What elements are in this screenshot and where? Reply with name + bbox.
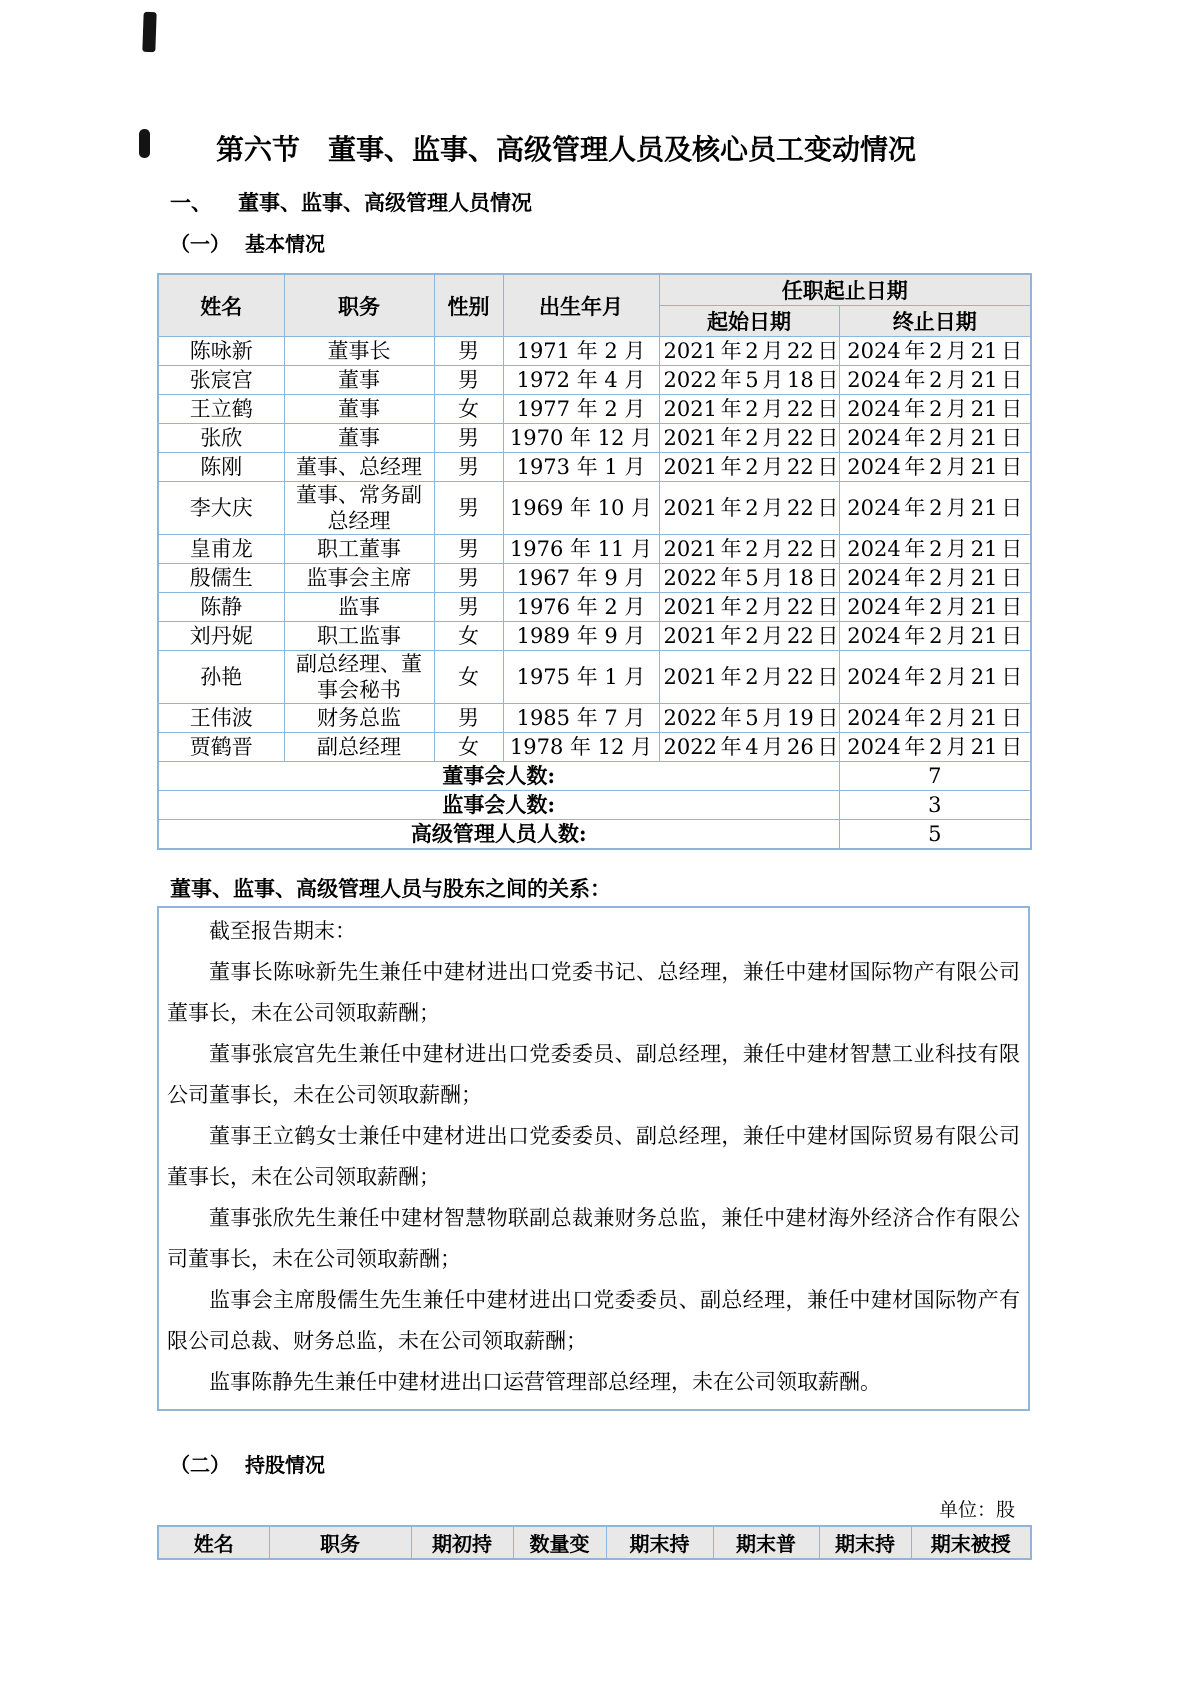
relation-paragraph: 董事王立鹤女士兼任中建材进出口党委委员、副总经理，兼任中建材国际贸易有限公司董事长，未在公司领取薪酬； [167,1124,1020,1189]
table-cell: 1985 年 7 月 [503,704,659,733]
basic-info-table [157,273,1032,850]
summary-value: 3 [839,791,1031,820]
table-cell: 董事 [284,424,434,453]
table-cell: 女 [434,622,503,651]
table-cell: 2022 年 5 月 18 日 [659,366,839,395]
table-cell: 张欣 [158,424,284,453]
table-row [158,337,1031,366]
table-cell: 董事、总经理 [284,453,434,482]
holdings-table [157,1525,1032,1560]
summary-row [158,820,1031,850]
table-cell: 1972 年 4 月 [503,366,659,395]
table-cell: 2021 年 2 月 22 日 [659,395,839,424]
table-cell: 男 [434,424,503,453]
basic-table-summary [158,762,1031,850]
relation-paragraph: 截至报告期末： [209,919,356,943]
table-row [158,622,1031,651]
relation-paragraph: 董事张欣先生兼任中建材智慧物联副总裁兼财务总监，兼任中建材海外经济合作有限公司董事长，未在公司领取薪酬； [167,1206,1020,1271]
table-cell: 2022 年 5 月 19 日 [659,704,839,733]
table-cell: 2021 年 2 月 22 日 [659,535,839,564]
summary-value: 5 [839,820,1031,850]
table-cell: 副总经理、董事会秘书 [284,651,434,704]
table-row [158,395,1031,424]
table-cell: 刘丹妮 [158,622,284,651]
table-cell: 陈静 [158,593,284,622]
subsection-title: 基本情况 [245,232,325,256]
table-cell: 2021 年 2 月 22 日 [659,482,839,535]
holding-column-header: 姓名 [158,1526,269,1559]
basic-table-body [158,337,1031,762]
table-cell: 张宸宫 [158,366,284,395]
holding-column-header: 期末普 [713,1526,819,1559]
table-row [158,535,1031,564]
relations-heading: 董事、监事、高级管理人员与股东之间的关系： [170,877,611,901]
summary-row [158,762,1031,791]
table-cell: 2022 年 5 月 18 日 [659,564,839,593]
page-content [157,0,1030,1560]
subsection-heading-holdings [157,1453,1030,1478]
table-cell: 2024 年 2 月 21 日 [839,453,1031,482]
table-cell: 男 [434,366,503,395]
holding-column-header: 期末持 [606,1526,713,1559]
relation-paragraph: 董事长陈咏新先生兼任中建材进出口党委书记、总经理，兼任中建材国际物产有限公司董事长，未在公司领取薪酬； [167,960,1020,1025]
table-cell: 副总经理 [284,733,434,762]
table-row [158,733,1031,762]
table-cell: 职工董事 [284,535,434,564]
table-cell: 1970 年 12 月 [503,424,659,453]
table-cell: 王伟波 [158,704,284,733]
table-row [158,564,1031,593]
table-cell: 2024 年 2 月 21 日 [839,704,1031,733]
relation-paragraph: 董事张宸宫先生兼任中建材进出口党委委员、副总经理，兼任中建材智慧工业科技有限公司董事长，未在公司领取薪酬； [167,1042,1020,1107]
table-cell: 1969 年 10 月 [503,482,659,535]
table-cell: 2024 年 2 月 21 日 [839,593,1031,622]
table-cell: 2021 年 2 月 22 日 [659,453,839,482]
summary-row [158,791,1031,820]
table-row [158,593,1031,622]
table-cell: 2024 年 2 月 21 日 [839,651,1031,704]
table-cell: 女 [434,733,503,762]
table-cell: 2021 年 2 月 22 日 [659,651,839,704]
unit-label: 单位：股 [938,1499,1015,1521]
column-header-end-date: 终止日期 [839,306,1031,337]
table-cell: 孙艳 [158,651,284,704]
table-cell: 王立鹤 [158,395,284,424]
table-cell: 职工监事 [284,622,434,651]
holding-column-header: 数量变 [513,1526,606,1559]
scan-artifact [142,12,156,52]
table-cell: 2021 年 2 月 22 日 [659,424,839,453]
table-cell: 2024 年 2 月 21 日 [839,424,1031,453]
table-cell: 男 [434,564,503,593]
column-header-gender: 性别 [434,274,503,337]
table-row [158,704,1031,733]
table-cell: 男 [434,482,503,535]
table-cell: 财务总监 [284,704,434,733]
table-cell: 殷儒生 [158,564,284,593]
summary-label: 监事会人数: [158,791,839,820]
relations-box [157,906,1030,1411]
section-number: 一、 [170,191,212,215]
table-cell: 李大庆 [158,482,284,535]
table-cell: 女 [434,395,503,424]
scan-artifact [139,129,150,158]
table-cell: 2024 年 2 月 21 日 [839,366,1031,395]
table-cell: 男 [434,593,503,622]
table-cell: 男 [434,453,503,482]
subsection-heading-basic [157,232,1030,257]
table-cell: 2021 年 2 月 22 日 [659,593,839,622]
table-row [158,366,1031,395]
table-cell: 2024 年 2 月 21 日 [839,564,1031,593]
table-row [158,651,1031,704]
table-cell: 2021 年 2 月 22 日 [659,337,839,366]
table-cell: 男 [434,337,503,366]
column-header-birth: 出生年月 [503,274,659,337]
table-cell: 1976 年 2 月 [503,593,659,622]
table-cell: 监事会主席 [284,564,434,593]
holding-header-row [158,1526,1031,1559]
column-header-term: 任职起止日期 [659,274,1031,306]
section-title: 董事、监事、高级管理人员情况 [238,191,532,215]
column-header-position: 职务 [284,274,434,337]
table-cell: 陈刚 [158,453,284,482]
table-cell: 皇甫龙 [158,535,284,564]
summary-value: 7 [839,762,1031,791]
subsection-number: （一） [170,232,230,256]
summary-label: 高级管理人员人数: [158,820,839,850]
table-cell: 2022 年 4 月 26 日 [659,733,839,762]
relation-paragraph: 监事会主席殷儒生先生兼任中建材进出口党委委员、副总经理，兼任中建材国际物产有限公司总裁、财务总监，未在公司领取薪酬； [167,1288,1020,1353]
table-cell: 2024 年 2 月 21 日 [839,622,1031,651]
holding-column-header: 期末持 [819,1526,911,1559]
holding-column-header: 职务 [269,1526,411,1559]
table-cell: 2024 年 2 月 21 日 [839,337,1031,366]
relation-paragraph: 监事陈静先生兼任中建材进出口运营管理部总经理，未在公司领取薪酬。 [209,1370,881,1394]
table-cell: 1978 年 12 月 [503,733,659,762]
table-cell: 女 [434,651,503,704]
table-cell: 男 [434,535,503,564]
section-heading-1 [157,190,1030,216]
table-row [158,482,1031,535]
table-cell: 1975 年 1 月 [503,651,659,704]
table-row [158,453,1031,482]
table-cell: 监事 [284,593,434,622]
basic-table-header [158,274,1031,337]
table-cell: 1989 年 9 月 [503,622,659,651]
table-cell: 董事长 [284,337,434,366]
summary-label: 董事会人数: [158,762,839,791]
table-cell: 董事、常务副总经理 [284,482,434,535]
table-cell: 1971 年 2 月 [503,337,659,366]
holding-column-header: 期初持 [411,1526,513,1559]
table-cell: 2021 年 2 月 22 日 [659,622,839,651]
chapter-title: 第六节 董事、监事、高级管理人员及核心员工变动情况 [215,133,916,166]
table-cell: 2024 年 2 月 21 日 [839,733,1031,762]
table-cell: 贾鹤晋 [158,733,284,762]
subsection-number: （二） [170,1453,230,1477]
table-row [158,424,1031,453]
table-cell: 董事 [284,366,434,395]
table-cell: 2024 年 2 月 21 日 [839,482,1031,535]
table-cell: 陈咏新 [158,337,284,366]
table-cell: 1976 年 11 月 [503,535,659,564]
table-cell: 1977 年 2 月 [503,395,659,424]
holdings-table-header [158,1526,1031,1559]
table-cell: 1973 年 1 月 [503,453,659,482]
table-cell: 男 [434,704,503,733]
table-cell: 1967 年 9 月 [503,564,659,593]
column-header-name: 姓名 [158,274,284,337]
holding-column-header: 期末被授 [911,1526,1031,1559]
header-row-1 [158,274,1031,306]
table-cell: 2024 年 2 月 21 日 [839,395,1031,424]
subsection-title: 持股情况 [245,1453,325,1477]
column-header-start-date: 起始日期 [659,306,839,337]
table-cell: 董事 [284,395,434,424]
table-cell: 2024 年 2 月 21 日 [839,535,1031,564]
